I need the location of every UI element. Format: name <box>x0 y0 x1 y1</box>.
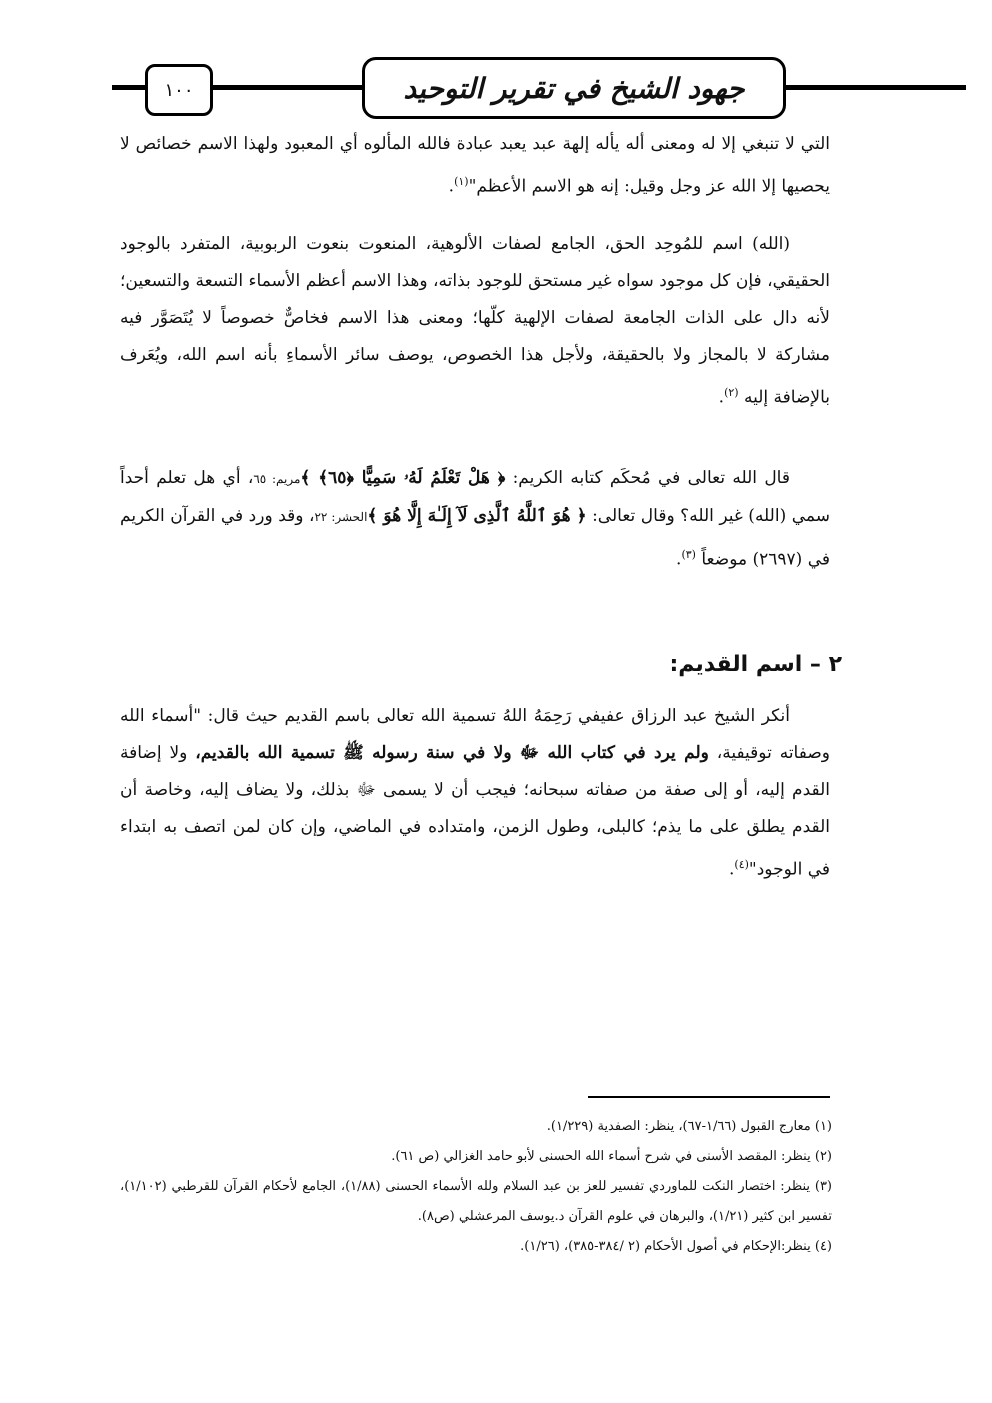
paragraph-1 <box>120 126 830 206</box>
paragraph-3-text-a: قال الله تعالى في مُحكَم كتابه الكريم: <box>505 468 790 488</box>
header-rule-middle <box>207 85 363 90</box>
paragraph-4-bold-text: ولم يرد في كتاب الله ﷻ ولا في سنة رسوله ﷺ تسمية الله بالقديم، <box>195 743 709 763</box>
paragraph-4 <box>120 698 830 889</box>
footnote-marker-1: (١) <box>454 175 469 188</box>
paragraph-2 <box>120 226 830 417</box>
paragraph-4-text-a: أنكر الشيخ عبد الرزاق عفيفي رَحِمَهُ اللهُ تسمية الله تعالى باسم القديم حيث قال: "أسماء الله وصفاته توقيفية، <box>120 706 830 763</box>
paragraph-3-end: . <box>676 549 682 570</box>
page-number: ١٠٠ <box>164 79 194 101</box>
footnotes <box>120 1112 832 1262</box>
paragraph-2-end: . <box>718 387 725 408</box>
quran-verse-2: ﴿ هُوَ ٱللَّهُ ٱلَّذِى لَآ إِلَـٰهَ إِلَّا هُوَ ﴾ <box>367 506 587 526</box>
footnote-item: (٣) ينظر: اختصار النكت للماوردي تفسير للعز بن عبد السلام ولله الأسماء الحسنى (١/٨٨)، الجامع لأحكام القرآن للقرطبي (١/١٠٢)، تفسير ابن كثير (١/٢١)، والبرهان في علوم القرآن د.يوسف المرعشلي (ص٨). <box>120 1179 832 1224</box>
page-number-box <box>145 64 213 116</box>
quran-verse-1: ﴿ هَلْ تَعْلَمُ لَهُۥ سَمِيًّا ﴿٦٥﴾ ﴾ <box>300 468 506 488</box>
paragraph-1-text: التي لا تنبغي إلا له ومعنى أله يأله إلهة عبد يعبد عبادة فالله المألوه أي المعبود ولهذا الاسم خصائص لا يحصيها إلا الله عز وجل وقيل: إنه هو الاسم الأعظم" <box>120 134 830 197</box>
paragraph-2-text: (الله) اسم للمُوحِد الحق، الجامع لصفات الألوهية، المنعوت بنعوت الربوبية، المتفرد بالوجود الحقيقي، فإن كل موجود سواه غير مستحق للوجود بذاته، وهذا الاسم أعظم الأسماء التسعة والتسعين؛ لأنه دال على الذات الجامعة لصفات الإلهية كلّها؛ ومعنى هذا الاسم فخاصٌّ خصوصاً لا يُتَصَوَّر فيه مشاركة لا بالمجاز ولا بالحقيقة، ولأجل هذا الخصوص، يوصف سائر الأسماءِ بأنه اسم الله، ويُعَرف بالإضافة إليه <box>120 234 830 408</box>
header-rule-left <box>112 85 146 90</box>
footnote-item: (١) معارج القبول (١/٦٦-٦٧)، ينظر: الصفدية (١/٢٢٩). <box>546 1119 832 1134</box>
verse-reference-2: الحشر: ٢٢ <box>314 510 368 524</box>
footnote-item: (٢) ينظر: المقصد الأسنى في شرح أسماء الله الحسنى لأبو حامد الغزالي (ص ٦١). <box>391 1149 832 1164</box>
page-title: جهود الشيخ في تقرير التوحيد <box>403 71 745 105</box>
header-rule-right <box>780 85 966 90</box>
verse-reference-1: مريم: ٦٥ <box>253 472 301 486</box>
header-title-box <box>362 57 786 119</box>
footnote-divider <box>588 1096 830 1098</box>
paragraph-3-text-c: ، وقد ورد في القرآن الكريم في (٢٦٩٧) موضعاً <box>120 506 830 570</box>
paragraph-4-end: . <box>729 859 735 880</box>
footnote-marker-3: (٣) <box>681 548 696 561</box>
paragraph-3-text-b: ، أي هل تعلم أحداً سمي (الله) غير الله؟ وقال تعالى: <box>120 468 830 526</box>
paragraph-1-end: . <box>448 176 455 197</box>
section-heading: ٢ – اسم القديم: <box>669 652 842 677</box>
paragraph-3 <box>120 460 830 579</box>
footnote-marker-2: (٢) <box>724 386 739 399</box>
footnote-item: (٤) ينظر:الإحكام في أصول الأحكام (٢ /٣٨٤-٣٨٥)، (١/٢٦). <box>520 1239 832 1254</box>
paragraph-4-text-b: ولا إضافة القدم إليه، أو إلى صفة من صفاته سبحانه؛ فيجب أن لا يسمى ﷻ بذلك، ولا يضاف إليه، وخاصة أن القدم يطلق على ما يذم؛ كالبلى، وطول الزمن، وامتداده في الماضي، وإن كان لمن اتصف به ابتداء في الوجود" <box>120 743 830 880</box>
footnote-marker-4: (٤) <box>734 858 749 871</box>
